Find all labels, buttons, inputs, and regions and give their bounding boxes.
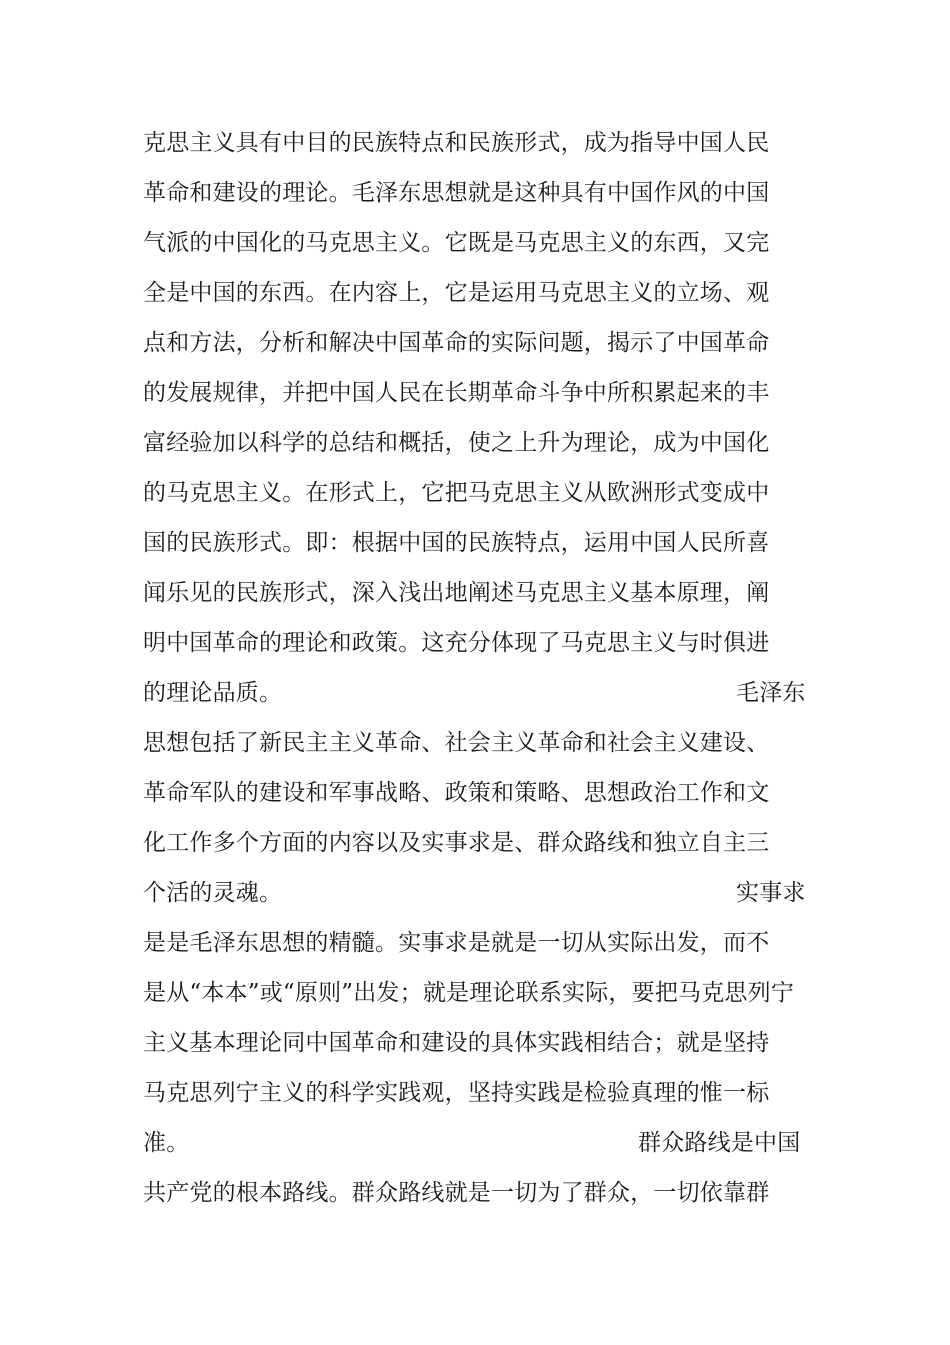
text-line-6: 的发展规律，并把中国人民在长期革命斗争中所积累起来的丰 (143, 380, 770, 406)
text-line-21-tail: 群众路线是中国 (638, 1130, 801, 1156)
text-line-12 (143, 678, 806, 708)
text-line-21 (143, 1128, 801, 1158)
text-line-16-tail: 实事求 (736, 880, 806, 906)
text-line-7: 富经验加以科学的总结和概括，使之上升为理论，成为中国化 (143, 430, 770, 456)
text-line-12-start: 的理论品质。 (143, 680, 283, 706)
text-line-22: 共产党的根本路线。群众路线就是一切为了群众，一切依靠群 (143, 1180, 770, 1206)
text-line-19: 主义基本理论同中国革命和建设的具体实践相结合；就是坚持 (143, 1030, 770, 1056)
text-line-16 (143, 878, 806, 908)
text-line-21-start: 准。 (143, 1130, 190, 1156)
text-line-4: 全是中国的东西。在内容上，它是运用马克思主义的立场、观 (143, 280, 770, 306)
text-line-3: 气派的中国化的马克思主义。它既是马克思主义的东西，又完 (143, 230, 770, 256)
text-line-15: 化工作多个方面的内容以及实事求是、群众路线和独立自主三 (143, 830, 770, 856)
text-line-9: 国的民族形式。即：根据中国的民族特点，运用中国人民所喜 (143, 530, 770, 556)
text-line-16-start: 个活的灵魂。 (143, 880, 283, 906)
text-line-20: 马克思列宁主义的科学实践观，坚持实践是检验真理的惟一标 (143, 1080, 770, 1106)
text-line-18: 是从“本本”或“原则”出发；就是理论联系实际，要把马克思列宁 (143, 980, 795, 1006)
text-line-14: 革命军队的建设和军事战略、政策和策略、思想政治工作和文 (143, 780, 770, 806)
text-line-13: 思想包括了新民主主义革命、社会主义革命和社会主义建设、 (143, 730, 770, 756)
text-line-2: 革命和建设的理论。毛泽东思想就是这种具有中国作风的中国 (143, 180, 770, 206)
text-line-1: 克思主义具有中目的民族特点和民族形式，成为指导中国人民 (143, 130, 770, 156)
text-line-10: 闻乐见的民族形式，深入浅出地阐述马克思主义基本原理，阐 (143, 580, 770, 606)
text-line-11: 明中国革命的理论和政策。这充分体现了马克思主义与时俱进 (143, 630, 770, 656)
text-line-8: 的马克思主义。在形式上，它把马克思主义从欧洲形式变成中 (143, 480, 770, 506)
text-line-5: 点和方法，分析和解决中国革命的实际问题，揭示了中国革命 (143, 330, 770, 356)
text-line-12-tail: 毛泽东 (736, 680, 806, 706)
text-line-17: 是是毛泽东思想的精髓。实事求是就是一切从实际出发，而不 (143, 930, 770, 956)
